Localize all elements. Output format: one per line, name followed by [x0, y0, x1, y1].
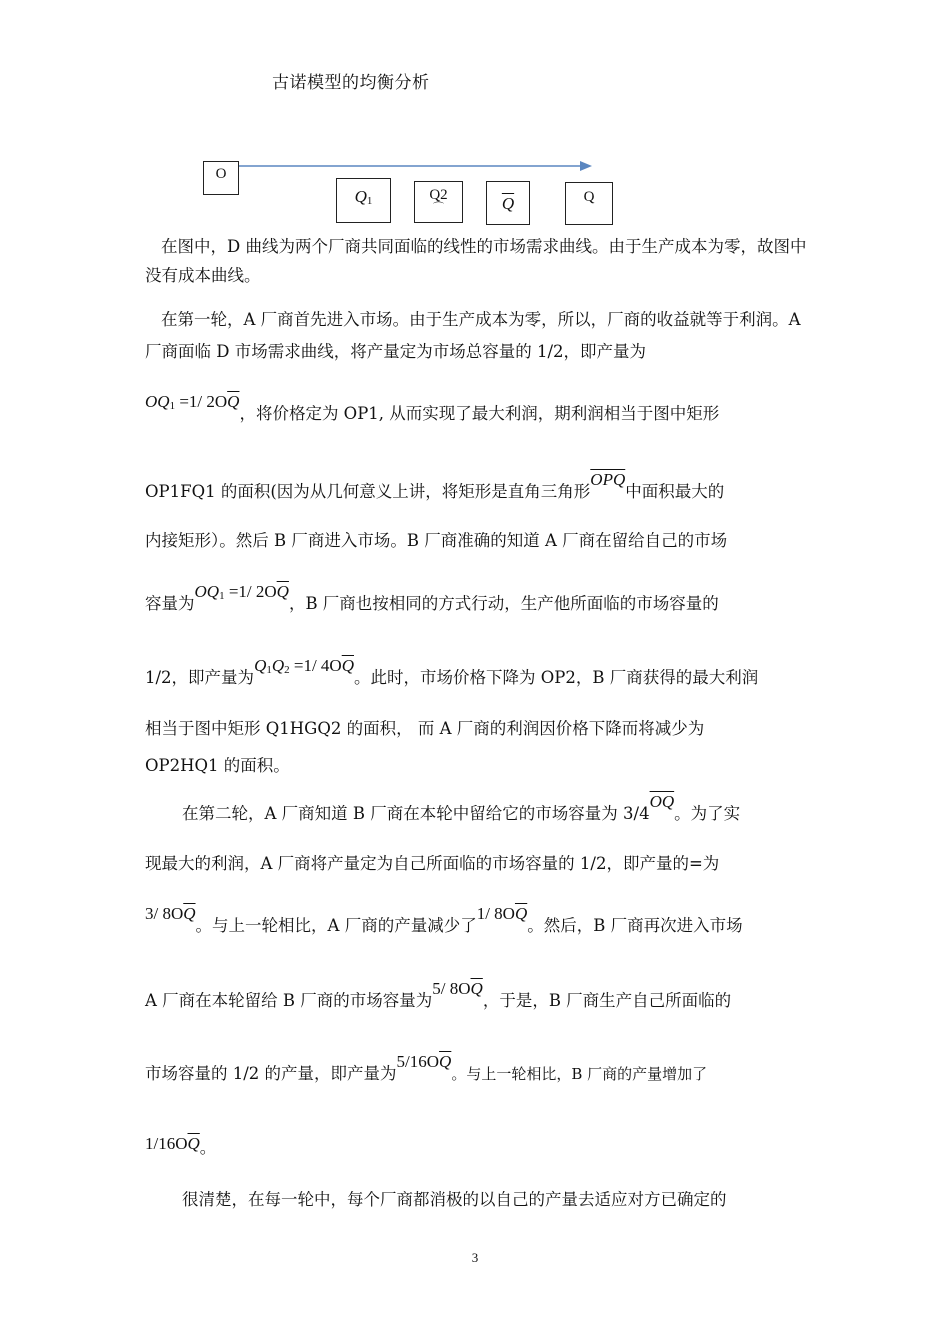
line-3-text: ，将价格定为 OP1, 从而实现了最大利润，期利润相当于图中矩形 — [239, 404, 720, 423]
formula-part: =1/ 2O — [228, 582, 277, 601]
formula-q1q2-quarter — [254, 656, 354, 675]
q1-box — [336, 178, 391, 223]
formula-oq-bar: $\overline{OQ}$ — [649, 792, 675, 811]
line-10 — [182, 792, 741, 824]
line-6-text-a: 容量为 — [145, 594, 195, 613]
q2-mark: ⌒ — [433, 202, 444, 214]
line-16-text: 很清楚，在每一轮中，每个厂商都消极的以自己的产量去适应对方已确定的 — [182, 1190, 727, 1209]
line-16 — [182, 1186, 727, 1210]
formula-part: =1/ 2O — [179, 392, 228, 411]
q-label: Q — [583, 189, 595, 205]
document-title: 古诺模型的均衡分析 — [272, 73, 430, 93]
formula-part: 1/ 8O — [476, 904, 515, 923]
formula-five-eighths — [432, 979, 483, 998]
q2-box — [414, 181, 463, 223]
line-10-text-a: 在第二轮，A 厂商知道 B 厂商在本轮中留给它的市场容量为 3/4 — [182, 804, 650, 823]
formula-three-eighths — [145, 904, 196, 923]
qbar-label: $\overline{Q}$ — [501, 194, 515, 213]
line-8 — [145, 715, 704, 739]
line-4-text-b: 中面积最大的 — [625, 482, 725, 501]
qbar-box — [486, 181, 530, 225]
line-5 — [145, 527, 727, 551]
formula-subscript: 2 — [284, 664, 290, 676]
origin-box — [203, 161, 239, 195]
line-9 — [145, 752, 290, 776]
page-number: 3 — [471, 1250, 479, 1265]
formula-part: 5/16O — [396, 1052, 440, 1071]
formula-one-eighth — [477, 904, 528, 923]
line-14-text-a: 市场容量的 1/2 的产量，即产量为 — [145, 1064, 397, 1083]
paragraph-2 — [145, 304, 807, 368]
formula-oq1-half — [145, 392, 239, 411]
line-13-text-b: ，于是，B 厂商生产自己所面临的 — [482, 991, 732, 1010]
line-11 — [145, 850, 719, 874]
line-12-text-a: 。与上一轮相比，A 厂商的产量减少了 — [195, 916, 477, 935]
formula-part: Q — [254, 656, 267, 675]
line-6-text-b: ，B 厂商也按相同的方式行动，生产他所面临的市场容量的 — [288, 594, 719, 613]
line-13-text-a: A 厂商在本轮留给 B 厂商的市场容量为 — [145, 991, 433, 1010]
formula-part: OQ — [145, 392, 170, 411]
line-6 — [145, 582, 719, 614]
formula-subscript: 1 — [219, 590, 225, 602]
formula-qbar: $\overline{Q}$ — [439, 1052, 452, 1071]
formula-qbar: $\overline{Q}$ — [470, 979, 483, 998]
paragraph-1 — [145, 232, 807, 290]
formula-triangle-opq: $\overline{OPQ}$ — [590, 470, 626, 489]
line-11-text: 现最大的利润，A 厂商将产量定为自己所面临的市场容量的 1/2，即产量的=为 — [145, 854, 720, 873]
formula-part: 3/ 8O — [145, 904, 184, 923]
line-7-text-a: 1/2，即产量为 — [145, 668, 255, 687]
formula-qbar: $\overline{Q}$ — [276, 582, 289, 601]
formula-part: =1/ 4O — [293, 656, 342, 675]
line-12-text-b: 。然后，B 厂商再次进入市场 — [527, 916, 743, 935]
q1-subscript: 1 — [366, 195, 373, 207]
line-8-text: 相当于图中矩形 Q1HGQ2 的面积， 而 A 厂商的利润因价格下降而将减少为 — [145, 719, 705, 738]
quantity-axis-arrow — [0, 0, 950, 200]
formula-one-sixteenth — [145, 1134, 200, 1153]
q2-label: Q2 — [429, 187, 448, 203]
line-15 — [145, 1134, 216, 1158]
paragraph-2-text: 在第一轮，A 厂商首先进入市场。由于生产成本为零，所以，厂商的收益就等于利润。A 厂商面临 D 市场需求曲线，将产量定为市场总容量的 1/2，即产量为 — [145, 310, 801, 361]
line-3 — [145, 392, 720, 424]
line-9-text: OP2HQ1 的面积。 — [145, 756, 290, 775]
line-14-text-b: 。与上一轮相比，B 厂商的产量增加了 — [451, 1065, 708, 1083]
paragraph-1-text: 在图中，D 曲线为两个厂商共同面临的线性的市场需求曲线。由于生产成本为零，故图中没有成本曲线。 — [145, 237, 807, 285]
formula-five-sixteenths — [397, 1052, 452, 1071]
line-13 — [145, 979, 732, 1011]
line-5-text: 内接矩形）。然后 B 厂商进入市场。B 厂商准确的知道 A 厂商在留给自己的市场 — [145, 531, 728, 550]
line-10-text-b: 。为了实 — [674, 804, 741, 823]
line-7-text-b: 。此时，市场价格下降为 OP2，B 厂商获得的最大利润 — [354, 668, 759, 687]
formula-qbar: $\overline{Q}$ — [514, 904, 528, 923]
line-12 — [145, 904, 743, 936]
formula-subscript: 1 — [169, 400, 176, 412]
formula-qbar: $\overline{Q}$ — [227, 392, 240, 411]
formula-part: Q — [271, 656, 285, 675]
line-15-text-b: 。 — [199, 1138, 217, 1157]
q-box — [565, 182, 613, 225]
formula-part: OQ — [194, 582, 220, 601]
q1-label: Q — [354, 187, 367, 206]
formula-part: 1/16O — [145, 1134, 188, 1153]
formula-subscript: 1 — [266, 664, 272, 676]
line-14 — [145, 1052, 708, 1084]
formula-qbar: $\overline{Q}$ — [187, 1134, 200, 1153]
formula-oq1-half-b — [195, 582, 289, 601]
origin-label: O — [215, 166, 227, 182]
formula-qbar: $\overline{Q}$ — [341, 656, 354, 675]
line-4-text-a: OP1FQ1 的面积(因为从几何意义上讲，将矩形是直角三角形 — [145, 482, 591, 501]
line-7 — [145, 656, 759, 688]
formula-part: 5/ 8O — [432, 979, 471, 998]
line-4 — [145, 470, 725, 502]
formula-qbar: $\overline{Q}$ — [183, 904, 196, 923]
